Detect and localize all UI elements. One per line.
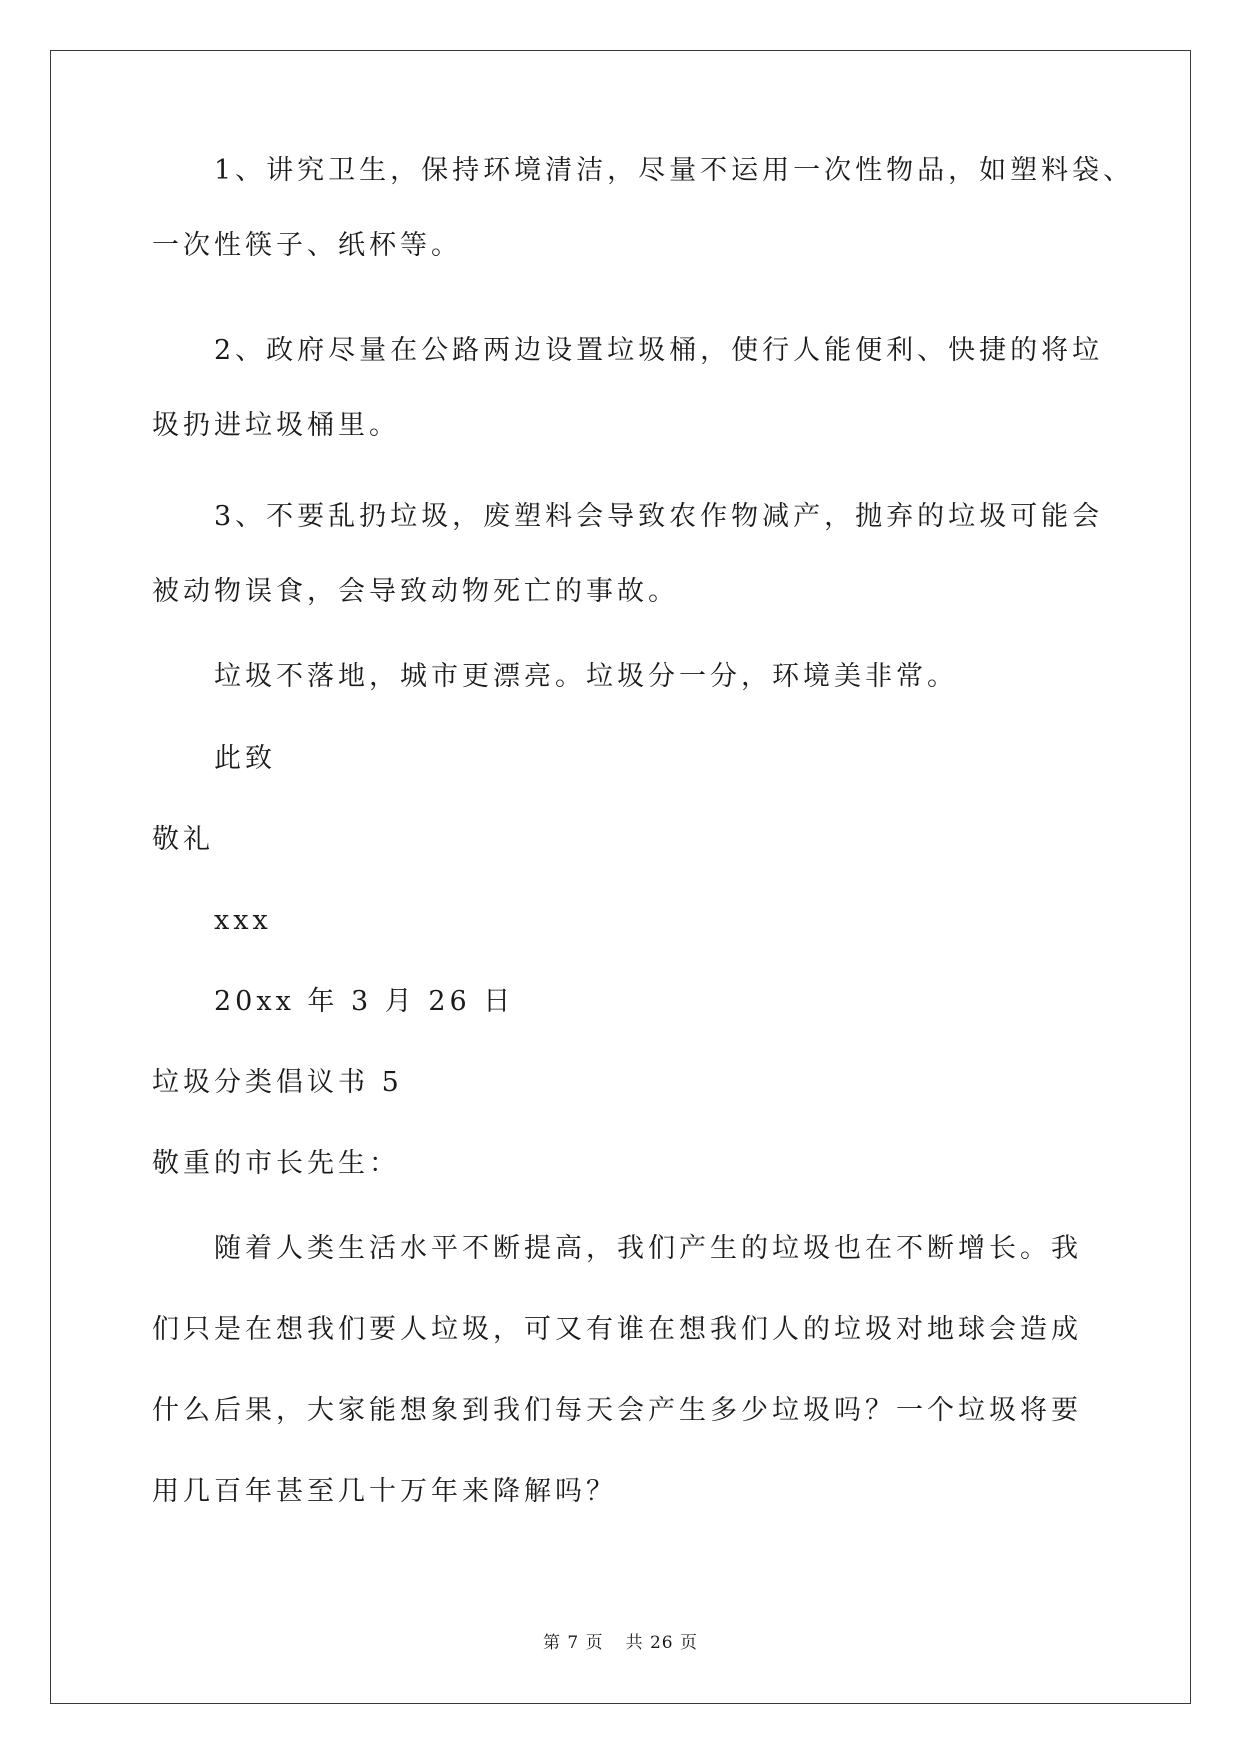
page-total: 共 26 页 xyxy=(625,1633,699,1653)
page-number: 第 7 页 xyxy=(542,1633,604,1653)
paragraph-line: 什么后果，大家能想象到我们每天会产生多少垃圾吗？一个垃圾将要 xyxy=(152,1395,1082,1426)
paragraph-line: 随着人类生活水平不断提高，我们产生的垃圾也在不断增长。我 xyxy=(214,1233,1082,1264)
paragraph-line: 2、政府尽量在公路两边设置垃圾桶，使行人能便利、快捷的将垃 xyxy=(214,335,1104,366)
paragraph-line: 1、讲究卫生，保持环境清洁，尽量不运用一次性物品，如塑料袋、 xyxy=(214,155,1135,186)
signature-date: 20xx 年 3 月 26 日 xyxy=(214,986,515,1017)
letter-greeting: 敬重的市长先生： xyxy=(152,1148,400,1179)
section-title: 垃圾分类倡议书 5 xyxy=(152,1067,403,1098)
signature-name: xxx xyxy=(214,905,272,936)
paragraph-line: 一次性筷子、纸杯等。 xyxy=(152,230,462,261)
closing-regards: 敬礼 xyxy=(152,824,214,855)
paragraph-line: 圾扔进垃圾桶里。 xyxy=(152,410,400,441)
paragraph-line: 们只是在想我们要人垃圾，可又有谁在想我们人的垃圾对地球会造成 xyxy=(152,1314,1082,1345)
paragraph-line: 垃圾不落地，城市更漂亮。垃圾分一分，环境美非常。 xyxy=(214,661,958,692)
closing-salutation: 此致 xyxy=(214,743,276,774)
paragraph-line: 被动物误食，会导致动物死亡的事故。 xyxy=(152,576,679,607)
page-border xyxy=(50,50,1191,1704)
paragraph-line: 用几百年甚至几十万年来降解吗？ xyxy=(152,1476,617,1507)
page-footer xyxy=(0,1628,1241,1653)
paragraph-line: 3、不要乱扔垃圾，废塑料会导致农作物减产，抛弃的垃圾可能会 xyxy=(214,501,1104,532)
